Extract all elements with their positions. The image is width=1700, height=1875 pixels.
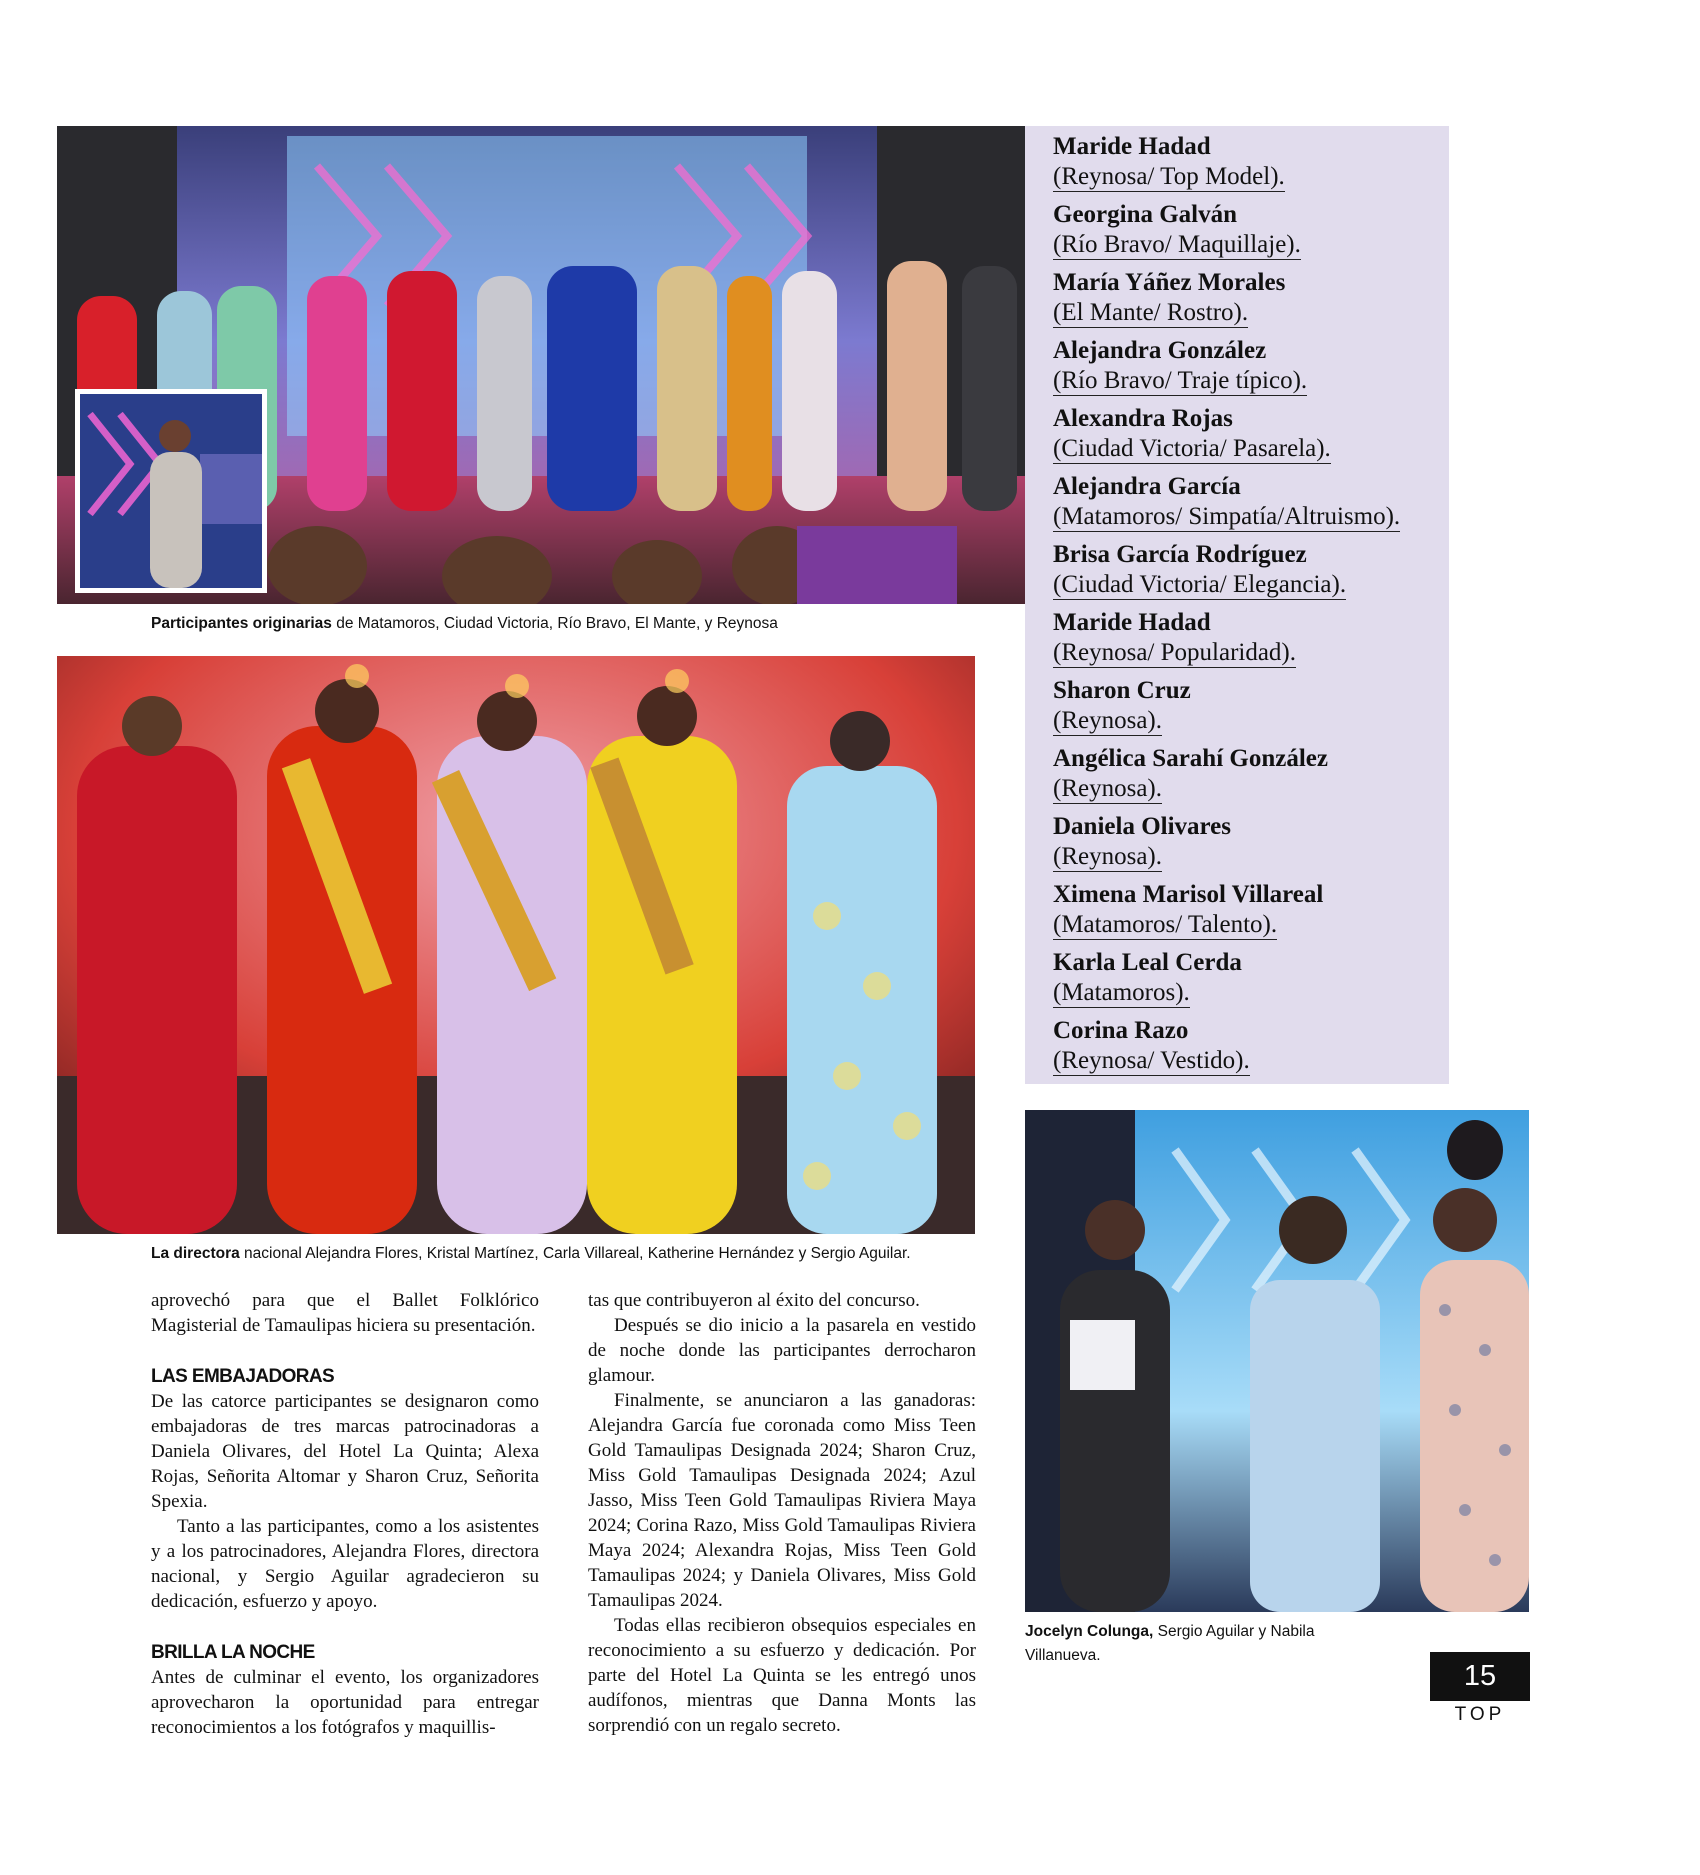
winner-place: (El Mante/ Rostro). bbox=[1053, 299, 1249, 326]
winner-place: (Reynosa/ Popularidad). bbox=[1053, 639, 1297, 666]
winner-place: (Matamoros). bbox=[1053, 979, 1190, 1006]
photo-stage-participants bbox=[57, 126, 1025, 604]
winner-name: Sharon Cruz bbox=[1053, 677, 1191, 704]
winner-item bbox=[1053, 676, 1449, 736]
photo-hosts bbox=[1025, 1110, 1529, 1612]
winner-item bbox=[1053, 1016, 1449, 1076]
section-heading: BRILLA LA NOCHE bbox=[151, 1642, 315, 1663]
article-column-2 bbox=[588, 1288, 976, 1738]
winner-name: Corina Razo bbox=[1053, 1017, 1189, 1044]
winner-place: (Río Bravo/ Maquillaje). bbox=[1053, 231, 1301, 258]
winner-name: Daniela Olivares bbox=[1053, 813, 1232, 840]
winner-item bbox=[1053, 812, 1449, 872]
winner-place: (Reynosa). bbox=[1053, 775, 1162, 802]
winner-place: (Matamoros/ Simpatía/Altruismo). bbox=[1053, 503, 1401, 530]
page-number: 15 bbox=[1430, 1652, 1530, 1701]
winner-item bbox=[1053, 948, 1449, 1008]
winner-item bbox=[1053, 268, 1449, 328]
winner-name: Alejandra González bbox=[1053, 337, 1267, 364]
article-paragraph: Tanto a las participantes, como a los asistentes y a los patrocinadores, Alejandra Flores, directora nacional, y Sergio Aguilar agradecieron su dedicación, esfuerzo y apoyo. bbox=[151, 1516, 539, 1612]
winners-list bbox=[1025, 126, 1449, 1084]
article-column-1 bbox=[151, 1288, 539, 1740]
article-paragraph: tas que contribuyeron al éxito del concurso. bbox=[588, 1290, 920, 1311]
article-paragraph: Antes de culminar el evento, los organizadores aprovecharon la oportunidad para entregar reconocimientos a los fotógrafos y maquillis- bbox=[151, 1667, 539, 1738]
winner-name: Maride Hadad bbox=[1053, 609, 1211, 636]
photo-winners-crowned bbox=[57, 656, 975, 1234]
winner-item bbox=[1053, 336, 1449, 396]
article-paragraph: Todas ellas recibieron obsequios especiales en reconocimiento a su esfuerzo y dedicación. Por parte del Hotel La Quinta se les entregó unos audífonos, mientras que Danna Monts las sorprendió con un regalo secreto. bbox=[588, 1615, 976, 1736]
winner-place: (Reynosa/ Vestido). bbox=[1053, 1047, 1250, 1074]
winner-item bbox=[1053, 608, 1449, 668]
winner-name: Maride Hadad bbox=[1053, 133, 1211, 160]
winner-item bbox=[1053, 404, 1449, 464]
winner-place: (Ciudad Victoria/ Pasarela). bbox=[1053, 435, 1331, 462]
winner-place: (Ciudad Victoria/ Elegancia). bbox=[1053, 571, 1347, 598]
caption-top-photo: Participantes originarias de Matamoros, Ciudad Victoria, Río Bravo, El Mante, y Reynosa bbox=[151, 615, 778, 632]
section-heading: LAS EMBAJADORAS bbox=[151, 1366, 335, 1387]
winner-name: Ximena Marisol Villareal bbox=[1053, 881, 1324, 908]
caption-middle-photo: La directora nacional Alejandra Flores, Kristal Martínez, Carla Villareal, Katherine Hernández y Sergio Aguilar. bbox=[151, 1245, 911, 1262]
winner-item bbox=[1053, 880, 1449, 940]
winner-place: (Reynosa). bbox=[1053, 707, 1162, 734]
winner-place: (Reynosa/ Top Model). bbox=[1053, 163, 1285, 190]
article-paragraph: De las catorce participantes se designaron como embajadoras de tres marcas patrocinadoras a Daniela Olivares, del Hotel La Quinta; Alexa Rojas, Señorita Altomar y Sharon Cruz, Señorita Spexia. bbox=[151, 1391, 539, 1512]
winner-name: María Yáñez Morales bbox=[1053, 269, 1286, 296]
article-paragraph: Después se dio inicio a la pasarela en vestido de noche donde las participantes derrocharon glamour. bbox=[588, 1315, 976, 1386]
winner-name: Georgina Galván bbox=[1053, 201, 1238, 228]
section-label: TOP bbox=[1454, 1704, 1506, 1725]
winner-item bbox=[1053, 200, 1449, 260]
winner-item bbox=[1053, 132, 1449, 192]
caption-right-photo: Jocelyn Colunga, Sergio Aguilar y Nabila Villanueva. bbox=[1025, 1623, 1315, 1664]
winner-item bbox=[1053, 744, 1449, 804]
winner-place: (Reynosa). bbox=[1053, 843, 1162, 870]
winner-place: (Matamoros/ Talento). bbox=[1053, 911, 1278, 938]
winner-name: Alexandra Rojas bbox=[1053, 405, 1233, 432]
winner-item bbox=[1053, 472, 1449, 532]
winner-name: Alejandra García bbox=[1053, 473, 1241, 500]
winner-name: Karla Leal Cerda bbox=[1053, 949, 1242, 976]
winner-name: Angélica Sarahí González bbox=[1053, 745, 1328, 772]
winner-name: Brisa García Rodríguez bbox=[1053, 541, 1307, 568]
winner-item bbox=[1053, 540, 1449, 600]
article-paragraph: Finalmente, se anunciaron a las ganadoras: Alejandra García fue coronada como Miss Teen Gold Tamaulipas Designada 2024; Sharon Cruz, Miss Gold Tamaulipas Designada 2024; Azul Jasso, Miss Teen Gold Tamaulipas Riviera Maya 2024; Corina Razo, Miss Gold Tamaulipas Riviera Maya 2024; Alexandra Rojas, Miss Teen Gold Tamaulipas 2024; y Daniela Olivares, Miss Gold Tamaulipas 2024. bbox=[588, 1390, 976, 1611]
inset-photo bbox=[75, 389, 267, 593]
article-paragraph: aprovechó para que el Ballet Folklórico Magisterial de Tamaulipas hiciera su presentación. bbox=[151, 1290, 539, 1336]
winner-place: (Río Bravo/ Traje típico). bbox=[1053, 367, 1308, 394]
